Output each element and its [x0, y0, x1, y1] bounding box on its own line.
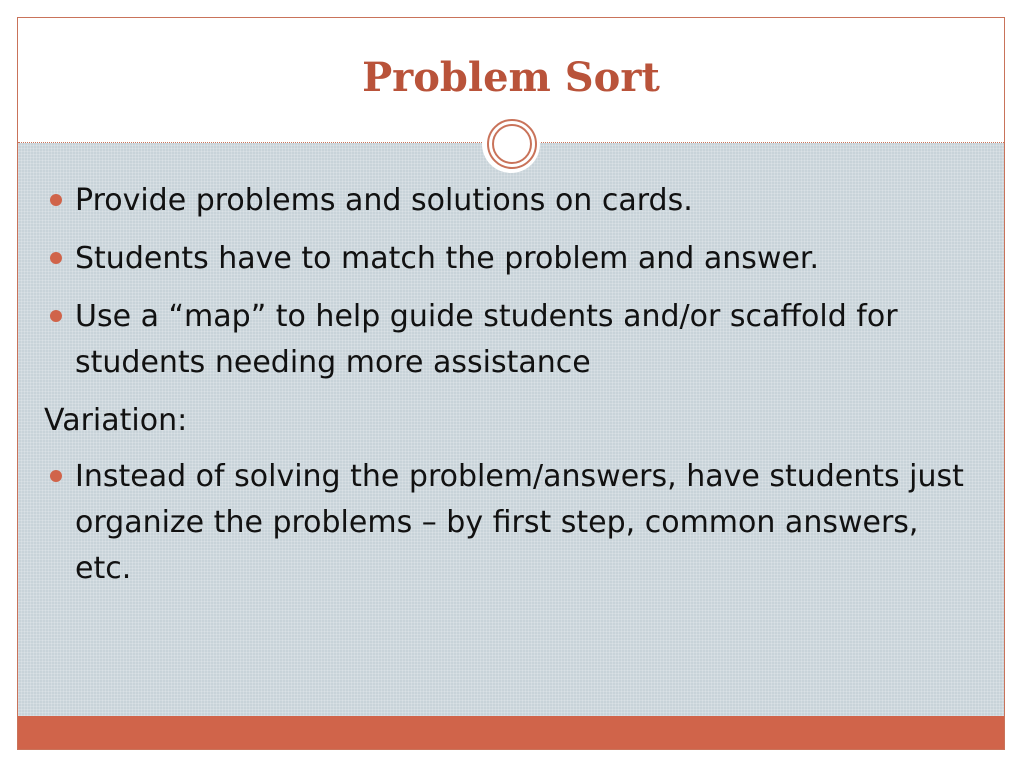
variation-label: Variation: — [44, 403, 188, 438]
bullet-dot-icon — [50, 470, 62, 482]
bullet-item — [44, 236, 974, 282]
bullet-item — [44, 454, 974, 592]
bullet-text: Use a “map” to help guide students and/or scaffold for students needing more assistance — [75, 299, 898, 380]
footer-bar — [18, 716, 1004, 749]
bullet-dot-icon — [50, 252, 62, 264]
bullet-text: Instead of solving the problem/answers, have students just organize the problems – by first step, common answers, etc. — [75, 459, 964, 586]
bullet-dot-icon — [50, 310, 62, 322]
circle-ornament-inner-ring — [492, 124, 532, 164]
bullet-item — [44, 178, 974, 224]
bullet-dot-icon — [50, 194, 62, 206]
bullet-item — [44, 294, 974, 386]
bullet-text: Provide problems and solutions on cards. — [75, 183, 693, 218]
slide-body — [44, 178, 974, 604]
bullet-text: Students have to match the problem and answer. — [75, 241, 820, 276]
slide-title: Problem Sort — [362, 54, 660, 101]
